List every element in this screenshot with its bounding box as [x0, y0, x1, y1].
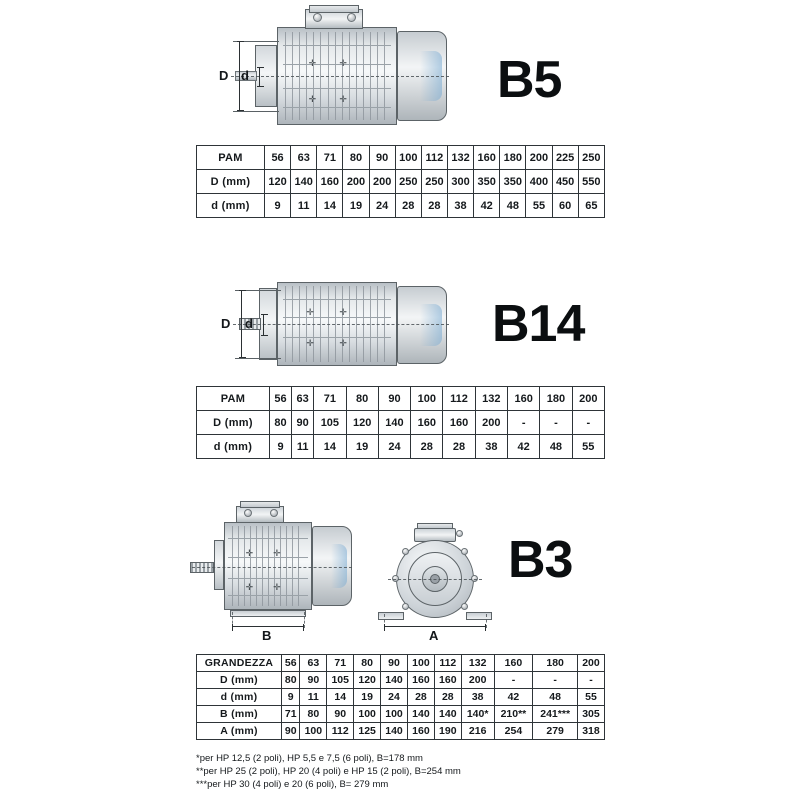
motor-body: ✛ ✛ ✛ ✛	[277, 282, 397, 366]
dimension-label-D: D	[219, 68, 229, 83]
motor-drawing-b5	[219, 5, 455, 140]
table-row: PAM 56 63 71 80 90 100 112 132 160 180 200	[197, 387, 605, 411]
fan-cowl	[312, 526, 352, 606]
bolt-icon	[244, 509, 252, 517]
bearing-housing	[214, 540, 224, 590]
center-line	[231, 76, 449, 77]
table-row: d (mm) 9 11 14 19 24 28 28 38 42 48 55 60 65	[197, 194, 605, 218]
table-row: PAM 56 63 71 80 90 100 112 132 160 180 200 225 250	[197, 146, 605, 170]
title-b5: B5	[497, 51, 562, 109]
motor-body: ✛ ✛ ✛ ✛	[224, 522, 312, 610]
dimension-label-d: d	[245, 316, 253, 331]
terminal-box-lid	[240, 501, 280, 508]
table-row: A (mm) 90 100 112 125 140 160 190 216 254 279 318	[197, 723, 605, 740]
bolt-icon	[347, 13, 356, 22]
motor-drawing-b3-front	[372, 500, 502, 643]
section-b14	[0, 258, 800, 473]
mounting-foot	[378, 612, 404, 620]
table-row: D (mm) 80 90 105 120 140 160 160 200 - - -	[197, 411, 605, 435]
table-row: GRANDEZZA 56 63 71 80 90 100 112 132 160 180 200	[197, 655, 605, 672]
terminal-box-lid	[417, 523, 453, 529]
table-b3	[196, 654, 605, 740]
motor-body: ✛ ✛ ✛ ✛	[277, 27, 397, 125]
footnote-1: *per HP 12,5 (2 poli), HP 5,5 e 7,5 (6 poli), B=178 mm	[196, 753, 423, 764]
dimension-D	[241, 290, 242, 358]
dimension-A	[384, 626, 486, 627]
table-b14	[196, 386, 605, 459]
motor-drawing-b14	[221, 270, 455, 380]
center-line	[233, 324, 449, 325]
dimension-label-B: B	[262, 628, 272, 643]
table-row: d (mm) 9 11 14 19 24 28 28 38 42 48 55	[197, 435, 605, 459]
dimension-label-D: D	[221, 316, 231, 331]
fan-cowl	[397, 286, 447, 364]
table-row: D (mm) 80 90 105 120 140 160 160 200 - - -	[197, 672, 605, 689]
footnote-2: **per HP 25 (2 poli), HP 20 (4 poli) e HP 15 (2 poli), B=254 mm	[196, 766, 461, 777]
footnotes	[196, 752, 461, 791]
title-b3: B3	[508, 531, 573, 589]
section-b5	[0, 0, 800, 255]
dimension-label-d: d	[241, 68, 249, 83]
mounting-foot	[466, 612, 492, 620]
footnote-3: ***per HP 30 (4 poli) e 20 (6 poli), B= 279 mm	[196, 779, 389, 790]
table-row: B (mm) 71 80 90 100 100 140 140 140* 210** 241*** 305	[197, 706, 605, 723]
motor-drawing-b3-side	[190, 500, 360, 643]
center-line	[388, 579, 482, 580]
table-row: d (mm) 9 11 14 19 24 28 28 38 42 48 55	[197, 689, 605, 706]
dimension-label-A: A	[429, 628, 439, 643]
dimension-d	[263, 314, 264, 336]
table-b5	[196, 145, 605, 218]
bolt-icon	[313, 13, 322, 22]
bolt-icon	[270, 509, 278, 517]
center-line	[192, 567, 352, 568]
mounting-foot	[230, 610, 306, 617]
dimension-B	[232, 626, 304, 627]
section-b3	[0, 480, 800, 800]
terminal-box-lid	[309, 5, 359, 13]
dimension-D	[239, 41, 240, 111]
title-b14: B14	[492, 295, 585, 353]
bolt-icon	[456, 530, 463, 537]
dimension-d	[259, 67, 260, 87]
table-row: D (mm) 120 140 160 200 200 250 250 300 350 350 400 450 550	[197, 170, 605, 194]
